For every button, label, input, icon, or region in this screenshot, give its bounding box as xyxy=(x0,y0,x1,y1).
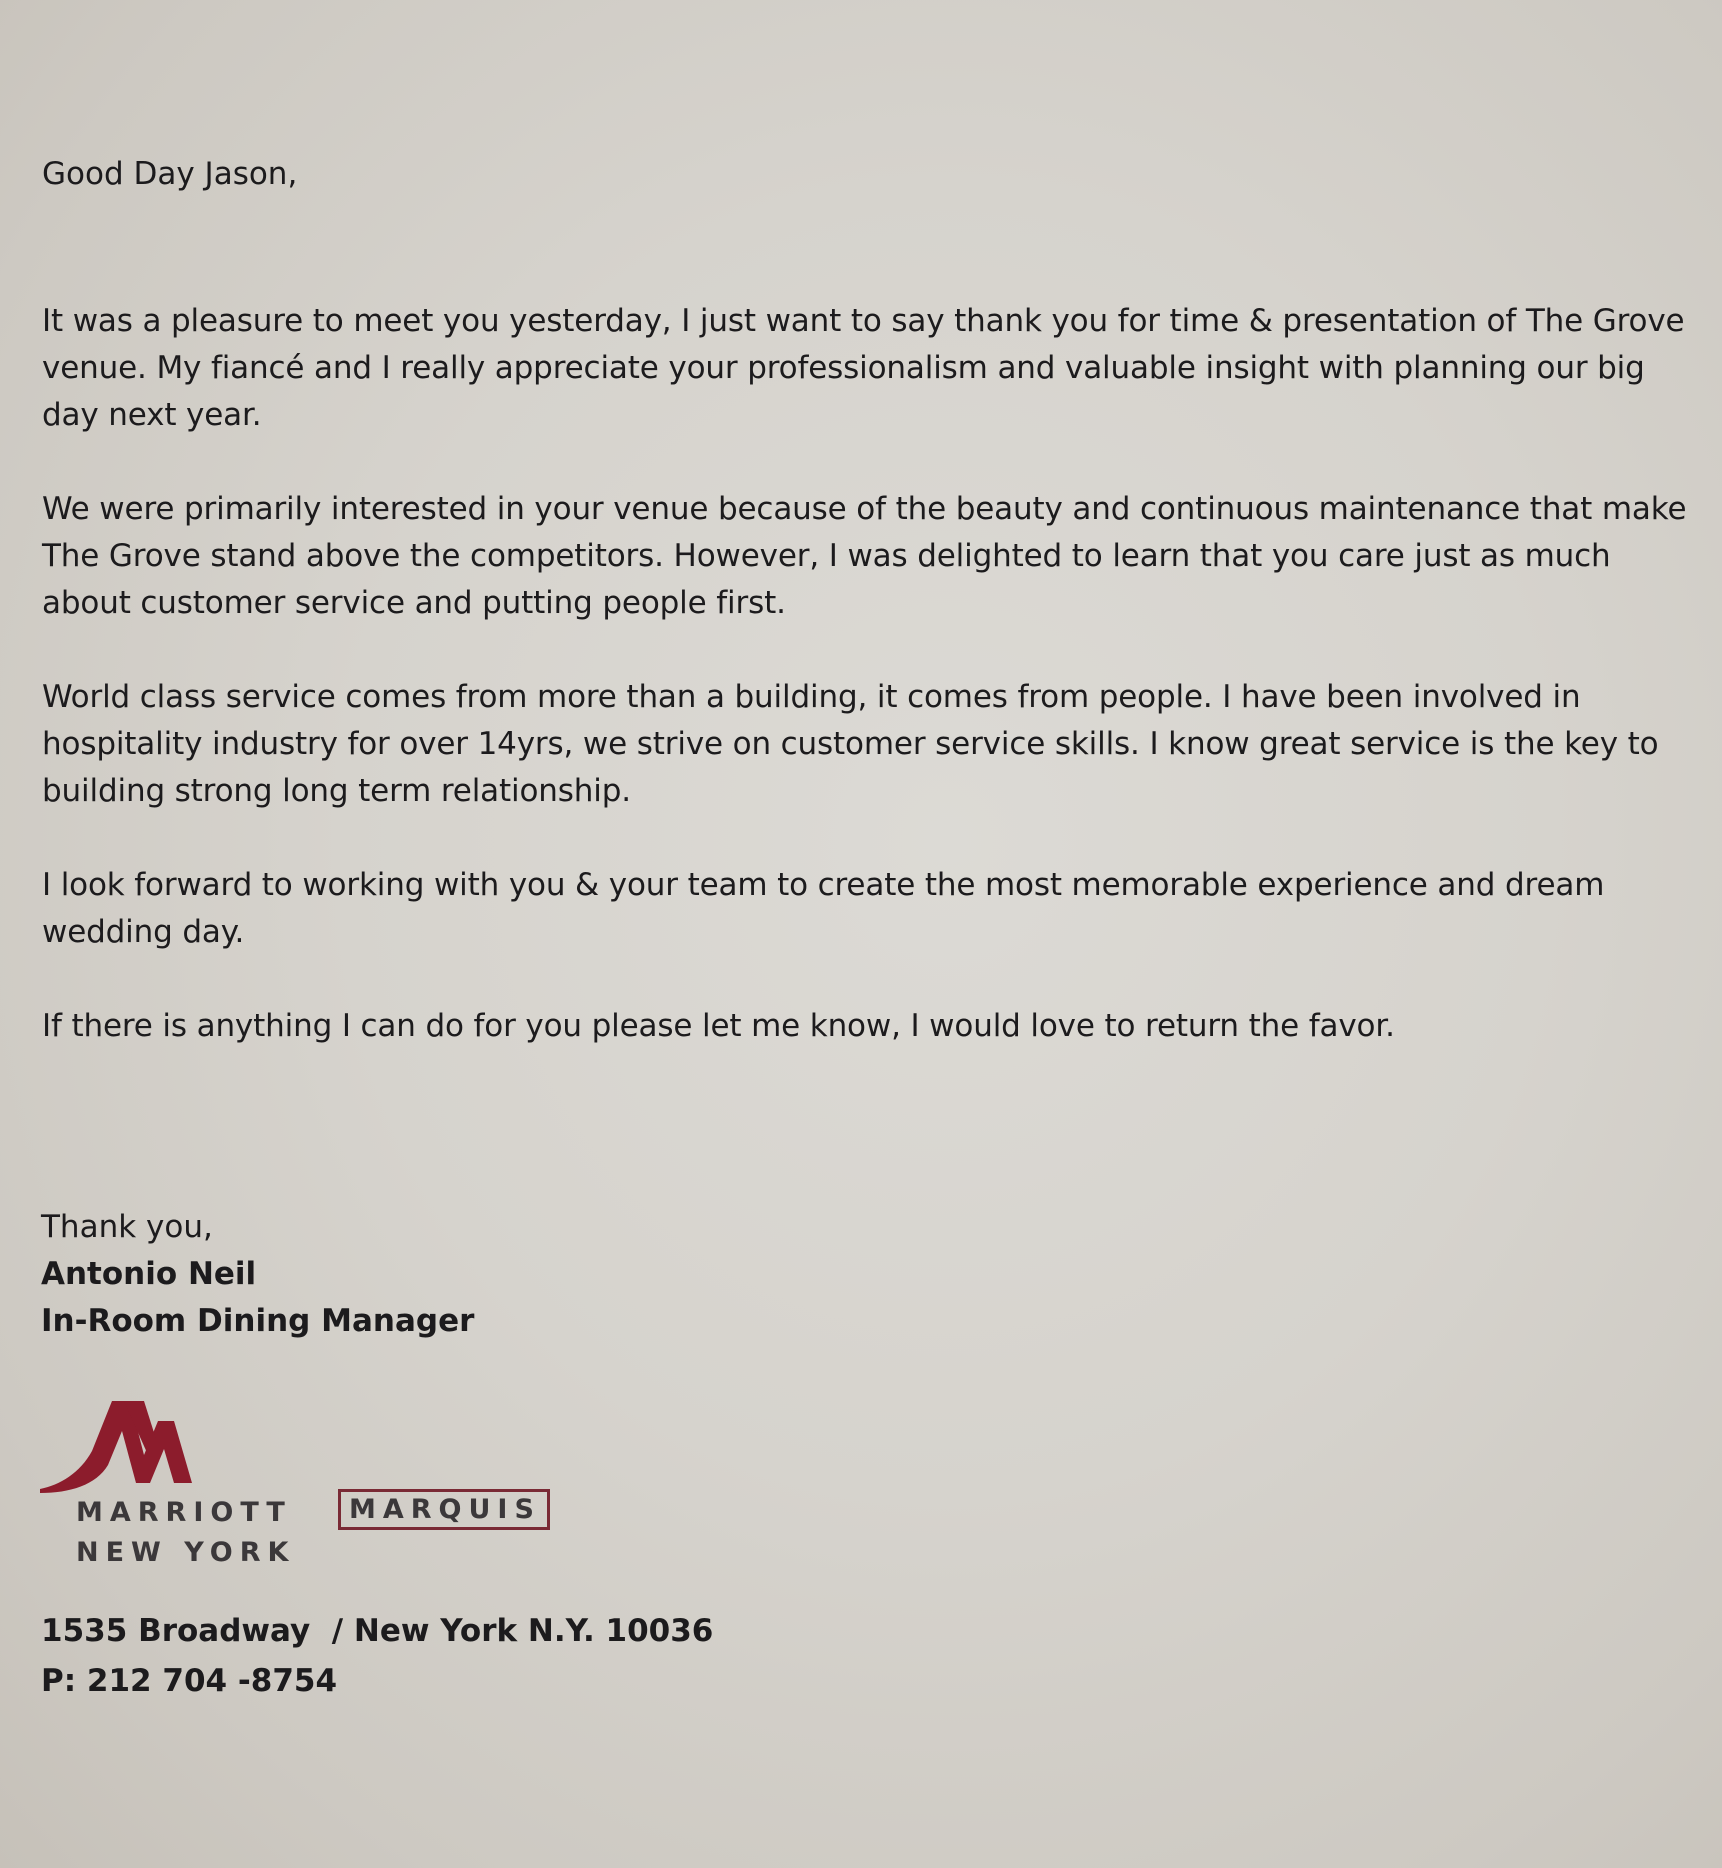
letter-body xyxy=(42,298,1697,1097)
signature-block xyxy=(41,1204,474,1345)
logo-brand-text: MARRIOTT xyxy=(76,1497,292,1528)
marriott-m-icon xyxy=(40,1393,200,1493)
signer-name: Antonio Neil xyxy=(41,1256,257,1292)
marriott-marquis-logo xyxy=(40,1393,600,1568)
letter-paragraph: We were primarily interested in your venue because of the beauty and continuous maintenance that make The Grove stand above the competitors. However, I was delighted to learn that you care just as much about customer service and putting people first. xyxy=(42,491,1687,621)
phone-line: P: 212 704 -8754 xyxy=(41,1663,338,1699)
letter-paragraph: I look forward to working with you & your team to create the most memorable experience and dream wedding day. xyxy=(42,867,1605,950)
letter-paragraph: World class service comes from more than a building, it comes from people. I have been involved in hospitality industry for over 14yrs, we strive on customer service skills. I know great service is the key to building strong long term relationship. xyxy=(42,679,1659,809)
closing-line: Thank you, xyxy=(41,1209,213,1245)
logo-city-text: NEW YORK xyxy=(76,1537,296,1568)
address-line: 1535 Broadway / New York N.Y. 10036 xyxy=(41,1613,714,1649)
signer-title: In-Room Dining Manager xyxy=(41,1303,475,1339)
letter-paragraph: If there is anything I can do for you please let me know, I would love to return the favor. xyxy=(42,1008,1395,1044)
letter-paragraph: It was a pleasure to meet you yesterday, I just want to say thank you for time & presentation of The Grove venue. My fiancé and I really appreciate your professionalism and valuable insight with planning our big day next year. xyxy=(42,303,1685,433)
letter-greeting: Good Day Jason, xyxy=(42,156,298,192)
contact-block xyxy=(41,1606,713,1706)
logo-sub-brand-text: MARQUIS xyxy=(338,1489,550,1530)
